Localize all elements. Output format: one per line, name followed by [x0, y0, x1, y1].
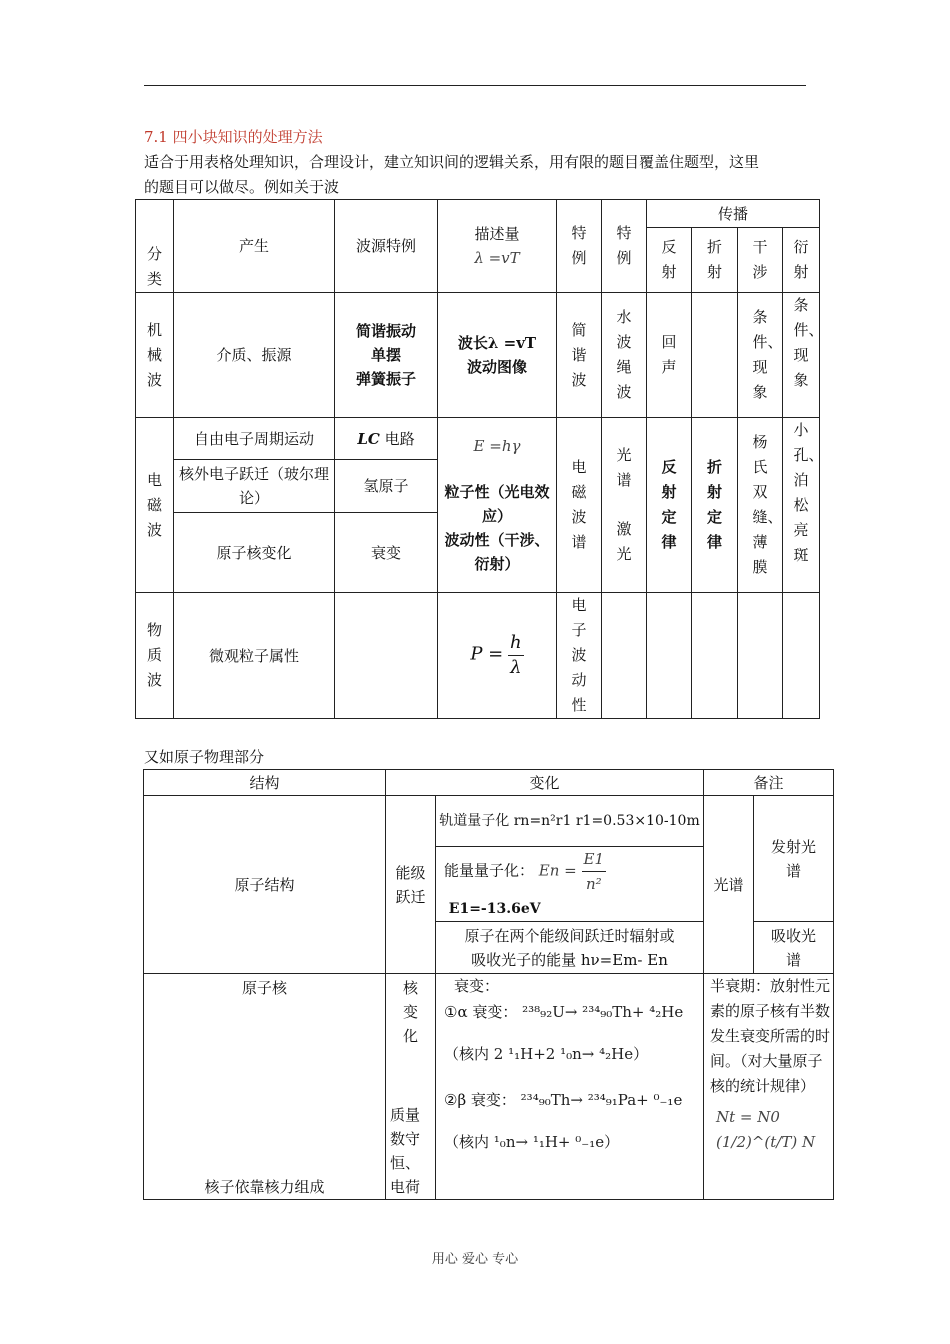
- header-rule: [144, 85, 806, 86]
- em-desc: E =hγ 粒子性（光电效应） 波动性（干涉、衍射）: [438, 418, 557, 593]
- alpha-inner-equation: 2 ¹₁H+2 ¹₀n→ ⁴₂He: [493, 1045, 634, 1063]
- em-reflect: 反射定律: [647, 418, 692, 593]
- mechanical-produce: 介质、振源: [174, 293, 335, 418]
- page-footer: 用心 爱心 专心: [431, 1252, 519, 1267]
- mechanical-desc: 波长λ =vT 波动图像: [438, 293, 557, 418]
- nucleus-cell: [144, 974, 386, 1200]
- em-interfere: 杨氏双缝、薄膜: [738, 418, 783, 593]
- em-refract: 折射定律: [692, 418, 738, 593]
- header-source: 波源特例: [335, 200, 438, 293]
- mechanical-diffract: 条件、现象: [783, 293, 820, 418]
- em-source-2: 氢原子: [335, 460, 438, 513]
- mechanical-interfere: 条件、现象: [738, 293, 783, 418]
- spectrum: 光谱: [704, 796, 754, 974]
- em-special-2: 光谱 激光: [602, 418, 647, 593]
- header-diffract: 衍射: [783, 228, 820, 293]
- intro-paragraph-2: 又如原子物理部分: [144, 748, 265, 766]
- em-source-1: LC 电路: [335, 418, 438, 460]
- header-refract: 折射: [692, 228, 738, 293]
- matter-special: 电子波动性: [557, 593, 602, 719]
- em-source-3: 衰变: [335, 513, 438, 593]
- energy-quantization: 能量量子化： En = $\frac{E1}{\text{n²}}$ E1=-13.6eV: [436, 847, 704, 922]
- beta-equation: ²³⁴₉₀Th→ ²³⁴₉₁Pa+ ⁰₋₁e: [520, 1091, 683, 1109]
- header-propagation: 传播: [647, 200, 820, 228]
- intro-paragraph-line-1: 适合于用表格处理知识，合理设计，建立知识间的逻辑关系，用有限的题目覆盖住题型，这里: [144, 153, 760, 171]
- atomic-table: [143, 769, 834, 1200]
- halflife-formula: Nt = N0 (1/2)^(t/T) N: [716, 1108, 816, 1151]
- matter-source: [335, 593, 438, 719]
- em-produce-3: 原子核变化: [174, 513, 335, 593]
- halflife-text: 半衰期：放射性元素的原子核有半数发生衰变所需的时间。（对大量原子核的统计规律）: [710, 977, 831, 1095]
- em-diffract: 小孔、泊松亮斑: [783, 418, 820, 593]
- radiate-energy: 原子在两个能级间跃迁时辐射或 吸收光子的能量 hν=Em- En: [436, 922, 704, 974]
- conservation: 质量数守恒、电荷: [390, 1106, 421, 1196]
- em-desc-formula: E =hγ: [473, 437, 521, 455]
- level-transition: 能级跃迁: [386, 796, 436, 974]
- em-produce-1: 自由电子周期运动: [174, 418, 335, 460]
- header-special: 特例: [557, 200, 602, 293]
- header-class: 分类: [136, 200, 174, 293]
- header-interfere: 干涉: [738, 228, 783, 293]
- wave-table: [135, 199, 824, 719]
- section-heading: 7.1 四小块知识的处理方法: [144, 128, 323, 146]
- em-produce-2: 核外电子跃迁（玻尔理论）: [174, 460, 335, 513]
- alpha-equation: ²³⁸₉₂U→ ²³⁴₉₀Th+ ⁴₂He: [522, 1003, 684, 1021]
- row-em-label: 电磁波: [136, 418, 174, 593]
- orbit-quantization: 轨道量子化 rn=n²r1 r1=0.53×10-10m: [436, 796, 704, 847]
- beta-inner-equation: ¹₀n→ ¹₁H+ ⁰₋₁e: [493, 1133, 605, 1151]
- header-structure: 结构: [144, 770, 386, 796]
- header-reflect: 反射: [647, 228, 692, 293]
- intro-paragraph-line-2: 的题目可以做尽。例如关于波: [144, 178, 340, 196]
- mechanical-refract: [692, 293, 738, 418]
- row-mechanical-label: 机械波: [136, 293, 174, 418]
- mechanical-source: 简谐振动 单摆 弹簧振子: [335, 293, 438, 418]
- mechanical-special-2: 水波绳波: [602, 293, 647, 418]
- row-matter-label: 物质波: [136, 593, 174, 719]
- header-change: 变化: [386, 770, 704, 796]
- matter-formula: P = $\frac{h}{\lambda}$: [438, 593, 557, 719]
- mechanical-special: 简谐波: [557, 293, 602, 418]
- decay-cell: 衰变： ①α 衰变： ²³⁸₉₂U→ ²³⁴₉₀Th+ ⁴₂He （核内 2 ¹₁H+2 ¹₀n→ ⁴₂He） ②β 衰变： ²³⁴₉₀Th→ ²³⁴₉₁Pa+ ⁰₋₁e （核内 ¹₀n→ ¹₁H+ ⁰₋₁e）: [436, 974, 704, 1200]
- nucleus: 原子核: [241, 979, 287, 997]
- header-note: 备注: [704, 770, 834, 796]
- atom-structure: 原子结构: [144, 796, 386, 974]
- header-desc-formula: λ =vT: [474, 249, 520, 267]
- matter-produce: 微观粒子属性: [174, 593, 335, 719]
- absorption-spectrum: 吸收光谱: [754, 922, 834, 974]
- nucleus-force: 核子依靠核力组成: [204, 1178, 325, 1196]
- header-special-2: 特例: [602, 200, 647, 293]
- nuclear-change: 核变化 质量数守恒、电荷: [386, 974, 436, 1200]
- em-special: 电磁波谱: [557, 418, 602, 593]
- header-desc: 描述量 λ =vT: [438, 200, 557, 293]
- header-produce: 产生: [174, 200, 335, 293]
- mechanical-reflect: 回声: [647, 293, 692, 418]
- emission-spectrum: 发射光谱: [754, 796, 834, 922]
- halflife-cell: [704, 974, 834, 1200]
